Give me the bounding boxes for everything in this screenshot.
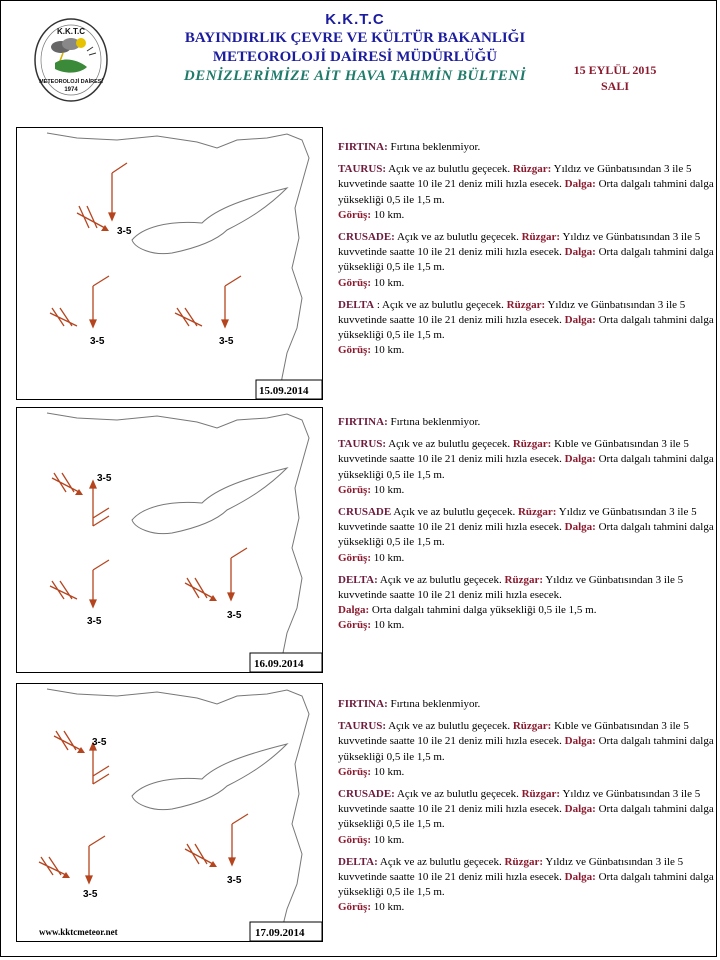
delta-vis-label: Görüş: xyxy=(338,901,371,914)
wind-label: 3-5 xyxy=(92,737,107,748)
taurus-wind-text: Kıble ve Günbatısından 3 ile 5 kuvvetinde saatte 10 ile 21 deniz mili hızla esecek. xyxy=(338,438,689,466)
taurus-wave-text: Orta dalgalı tahmini dalga yüksekliği 0,5 ile 1,5 m. xyxy=(338,453,714,481)
delta-text: Açık ve az bulutlu geçecek. xyxy=(377,573,505,586)
meteorology-logo xyxy=(33,17,109,103)
wind-label: 3-5 xyxy=(83,889,98,900)
delta-wave-text: Orta dalgalı tahmini dalga yüksekliği 0,5 ile 1,5 m. xyxy=(338,314,714,342)
sea-map-2 xyxy=(16,407,323,673)
delta-wind-label: Rüzgar: xyxy=(504,573,544,586)
taurus-wind-label: Rüzgar: xyxy=(512,163,552,176)
sea-map-3 xyxy=(16,683,323,942)
taurus-wind-text: Yıldız ve Günbatısından 3 ile 5 kuvvetinde saatte 10 ile 21 deniz mili hızla esecek. xyxy=(338,163,692,191)
wind-label: 3-5 xyxy=(117,226,132,237)
crusade-wind-label: Rüzgar: xyxy=(521,788,561,801)
firtina-label: FIRTINA: xyxy=(338,416,388,428)
taurus-text: Açık ve az bulutlu geçecek. xyxy=(386,438,513,451)
taurus-vis-label: Görüş: xyxy=(338,208,371,221)
wind-label: 3-5 xyxy=(227,610,242,621)
wind-label: 3-5 xyxy=(227,875,242,886)
taurus-vis-label: Görüş: xyxy=(338,765,371,778)
crusade-vis-text: 10 km. xyxy=(371,551,405,564)
forecast-text-2 xyxy=(338,415,718,641)
delta-label: DELTA: xyxy=(338,855,378,868)
delta-vis-text: 10 km. xyxy=(371,344,405,357)
delta-wind-text: Yıldız ve Günbatısından 3 ile 5 kuvvetinde saatte 10 ile 21 deniz mili hızla esecek. xyxy=(338,573,684,602)
crusade-wind-text: Yıldız ve Günbatısından 3 ile 5 kuvvetinde saatte 10 ile 21 deniz mili hızla esecek. xyxy=(338,506,697,534)
map-date: 15.09.2014 xyxy=(259,385,309,397)
logo-year: 1974 xyxy=(64,87,78,93)
crusade-vis-label: Görüş: xyxy=(338,276,371,289)
firtina-text: Fırtına beklenmiyor. xyxy=(387,698,481,710)
bulletin-date: 15 EYLÜL 2015 xyxy=(573,63,657,77)
taurus-vis-text: 10 km. xyxy=(371,483,405,496)
crusade-wind-label: Rüzgar: xyxy=(521,231,561,244)
taurus-wind-text: Kıble ve Günbatısından 3 ile 5 kuvvetinde saatte 10 ile 21 deniz mili hızla esecek. xyxy=(338,720,689,748)
firtina-text: Fırtına beklenmiyor. xyxy=(387,141,481,153)
crusade-wave-text: Orta dalgalı tahmini dalga yüksekliği 0,5 ile 1,5 m. xyxy=(338,521,714,549)
delta-wave-label: Dalga: xyxy=(564,871,596,884)
crusade-wave-label: Dalga: xyxy=(564,521,596,534)
taurus-wave-label: Dalga: xyxy=(564,178,596,191)
taurus-wave-label: Dalga: xyxy=(564,735,596,748)
taurus-wind-label: Rüzgar: xyxy=(512,720,552,733)
delta-vis-text: 10 km. xyxy=(371,619,405,632)
crusade-text: Açık ve az bulutlu geçecek. xyxy=(394,788,522,801)
delta-wave-text: Orta dalgalı tahmini dalga yüksekliği 0,5 ile 1,5 m. xyxy=(338,871,714,899)
forecast-text-3 xyxy=(338,697,718,923)
sea-map-1 xyxy=(16,127,323,400)
taurus-label: TAURUS: xyxy=(338,720,387,733)
delta-wave-label: Dalga: xyxy=(564,314,596,327)
delta-wave-text: Orta dalgalı tahmini dalga yüksekliği 0,5 ile 1,5 m. xyxy=(369,604,597,617)
wind-label: 3-5 xyxy=(90,336,105,347)
wind-label: 3-5 xyxy=(97,473,112,484)
firtina-label: FIRTINA: xyxy=(338,698,388,710)
taurus-text: Açık ve az bulutlu geçecek. xyxy=(386,720,513,733)
taurus-wind-label: Rüzgar: xyxy=(512,438,552,451)
delta-wave-label: Dalga: xyxy=(338,604,370,617)
ministry-title: BAYINDIRLIK ÇEVRE VE KÜLTÜR BAKANLIĞI xyxy=(184,30,526,46)
logo-name: METEOROLOJİ DAİRESİ xyxy=(39,79,103,85)
crusade-wave-text: Orta dalgalı tahmini dalga yüksekliği 0,5 ile 1,5 m. xyxy=(338,803,714,831)
crusade-wind-text: Yıldız ve Günbatısından 3 ile 5 kuvvetinde saatte 10 ile 21 deniz mili hızla esecek. xyxy=(338,788,701,816)
crusade-text: Açık ve az bulutlu geçecek. xyxy=(391,506,518,519)
crusade-vis-text: 10 km. xyxy=(371,276,405,289)
wind-label: 3-5 xyxy=(87,616,102,627)
crusade-wind-label: Rüzgar: xyxy=(517,506,557,519)
taurus-wave-text: Orta dalgalı tahmini dalga yüksekliği 0,5 ile 1,5 m. xyxy=(338,178,714,206)
firtina-label: FIRTINA: xyxy=(338,141,388,153)
org-title: K.K.T.C xyxy=(325,11,385,28)
crusade-label: CRUSADE xyxy=(338,506,392,519)
firtina-text: Fırtına beklenmiyor. xyxy=(387,416,481,428)
crusade-label: CRUSADE: xyxy=(338,788,395,801)
taurus-text: Açık ve az bulutlu geçecek. xyxy=(386,163,513,176)
delta-wind-text: Yıldız ve Günbatısından 3 ile 5 kuvvetinde saatte 10 ile 21 deniz mili hızla esecek. xyxy=(338,855,684,884)
forecast-text-1 xyxy=(338,140,718,366)
crusade-wave-label: Dalga: xyxy=(564,246,596,259)
crusade-wave-text: Orta dalgalı tahmini dalga yüksekliği 0,5 ile 1,5 m. xyxy=(338,246,714,274)
crusade-vis-text: 10 km. xyxy=(371,833,405,846)
website-url: www.kktcmeteor.net xyxy=(39,927,118,937)
delta-vis-text: 10 km. xyxy=(371,901,405,914)
delta-text: : Açık ve az bulutlu geçecek. xyxy=(374,298,507,311)
delta-wind-label: Rüzgar: xyxy=(504,855,544,868)
map-date: 17.09.2014 xyxy=(255,927,305,939)
crusade-vis-label: Görüş: xyxy=(338,833,371,846)
department-title: METEOROLOJİ DAİRESİ MÜDÜRLÜĞÜ xyxy=(212,49,498,65)
crusade-text: Açık ve az bulutlu geçecek. xyxy=(394,231,522,244)
crusade-wave-label: Dalga: xyxy=(564,803,596,816)
wind-label: 3-5 xyxy=(219,336,234,347)
taurus-label: TAURUS: xyxy=(338,438,387,451)
delta-wind-label: Rüzgar: xyxy=(506,298,546,311)
taurus-vis-text: 10 km. xyxy=(371,765,405,778)
delta-label: DELTA xyxy=(338,298,375,311)
delta-wind-text: Yıldız ve Günbatısından 3 ile 5 kuvvetinde saatte 10 ile 21 deniz mili hızla esecek. xyxy=(338,298,686,327)
crusade-vis-label: Görüş: xyxy=(338,551,371,564)
crusade-wind-text: Yıldız ve Günbatısından 3 ile 5 kuvvetinde saatte 10 ile 21 deniz mili hızla esecek. xyxy=(338,231,701,259)
taurus-wave-text: Orta dalgalı tahmini dalga yüksekliği 0,5 ile 1,5 m. xyxy=(338,735,714,763)
delta-vis-label: Görüş: xyxy=(338,344,371,357)
delta-label: DELTA: xyxy=(338,573,378,586)
delta-text: Açık ve az bulutlu geçecek. xyxy=(377,855,505,868)
bulletin-title: DENİZLERİMİZE AİT HAVA TAHMİN BÜLTENİ xyxy=(183,68,527,84)
logo-letters: K.K.T.C xyxy=(57,27,85,36)
map-date: 16.09.2014 xyxy=(254,658,304,670)
taurus-vis-text: 10 km. xyxy=(371,208,405,221)
crusade-label: CRUSADE: xyxy=(338,231,395,244)
taurus-vis-label: Görüş: xyxy=(338,483,371,496)
taurus-label: TAURUS: xyxy=(338,163,387,176)
bulletin-weekday: SALI xyxy=(600,79,629,93)
taurus-wave-label: Dalga: xyxy=(564,453,596,466)
delta-vis-label: Görüş: xyxy=(338,619,371,632)
